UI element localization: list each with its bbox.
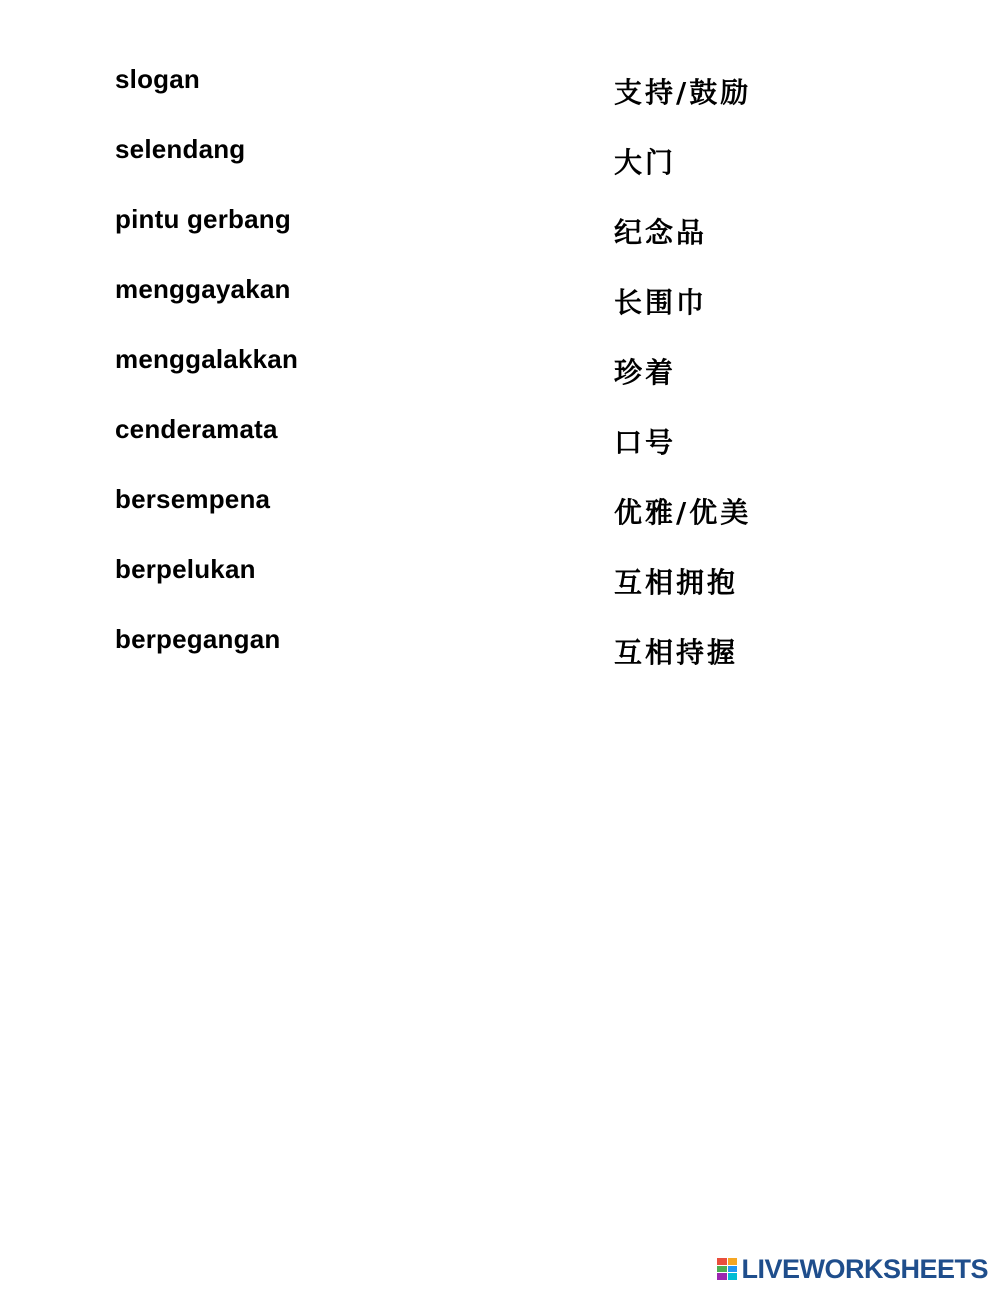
malay-word[interactable]: selendang — [115, 134, 246, 164]
malay-word[interactable]: cenderamata — [115, 414, 278, 444]
chinese-word[interactable]: 互相持握 — [614, 636, 739, 669]
logo-block — [717, 1266, 727, 1273]
chinese-word[interactable]: 支持/鼓励 — [614, 76, 752, 109]
logo-block — [728, 1266, 738, 1273]
chinese-word[interactable]: 大门 — [614, 146, 677, 179]
logo-block — [728, 1258, 738, 1265]
malay-word[interactable]: menggalakkan — [115, 344, 299, 374]
liveworksheets-logo — [717, 1253, 988, 1285]
liveworksheets-logo-icon — [717, 1258, 737, 1280]
chinese-word[interactable]: 长围巾 — [614, 286, 708, 319]
chinese-word[interactable]: 优雅/优美 — [614, 496, 752, 529]
malay-word[interactable]: menggayakan — [115, 274, 291, 304]
malay-word[interactable]: pintu gerbang — [115, 204, 291, 234]
logo-block — [728, 1273, 738, 1280]
chinese-word[interactable]: 口号 — [614, 426, 677, 459]
malay-word[interactable]: slogan — [115, 64, 200, 94]
malay-word[interactable]: bersempena — [115, 484, 271, 514]
logo-block — [717, 1258, 727, 1265]
logo-text: LIVEWORKSHEETS — [741, 1253, 988, 1284]
malay-word[interactable]: berpelukan — [115, 554, 256, 584]
malay-word-list — [115, 60, 298, 690]
malay-word[interactable]: berpegangan — [115, 624, 281, 654]
chinese-word[interactable]: 互相拥抱 — [614, 566, 739, 599]
chinese-word[interactable]: 珍着 — [614, 356, 677, 389]
chinese-word-list — [614, 74, 751, 704]
logo-block — [717, 1273, 727, 1280]
chinese-word[interactable]: 纪念品 — [614, 216, 708, 249]
